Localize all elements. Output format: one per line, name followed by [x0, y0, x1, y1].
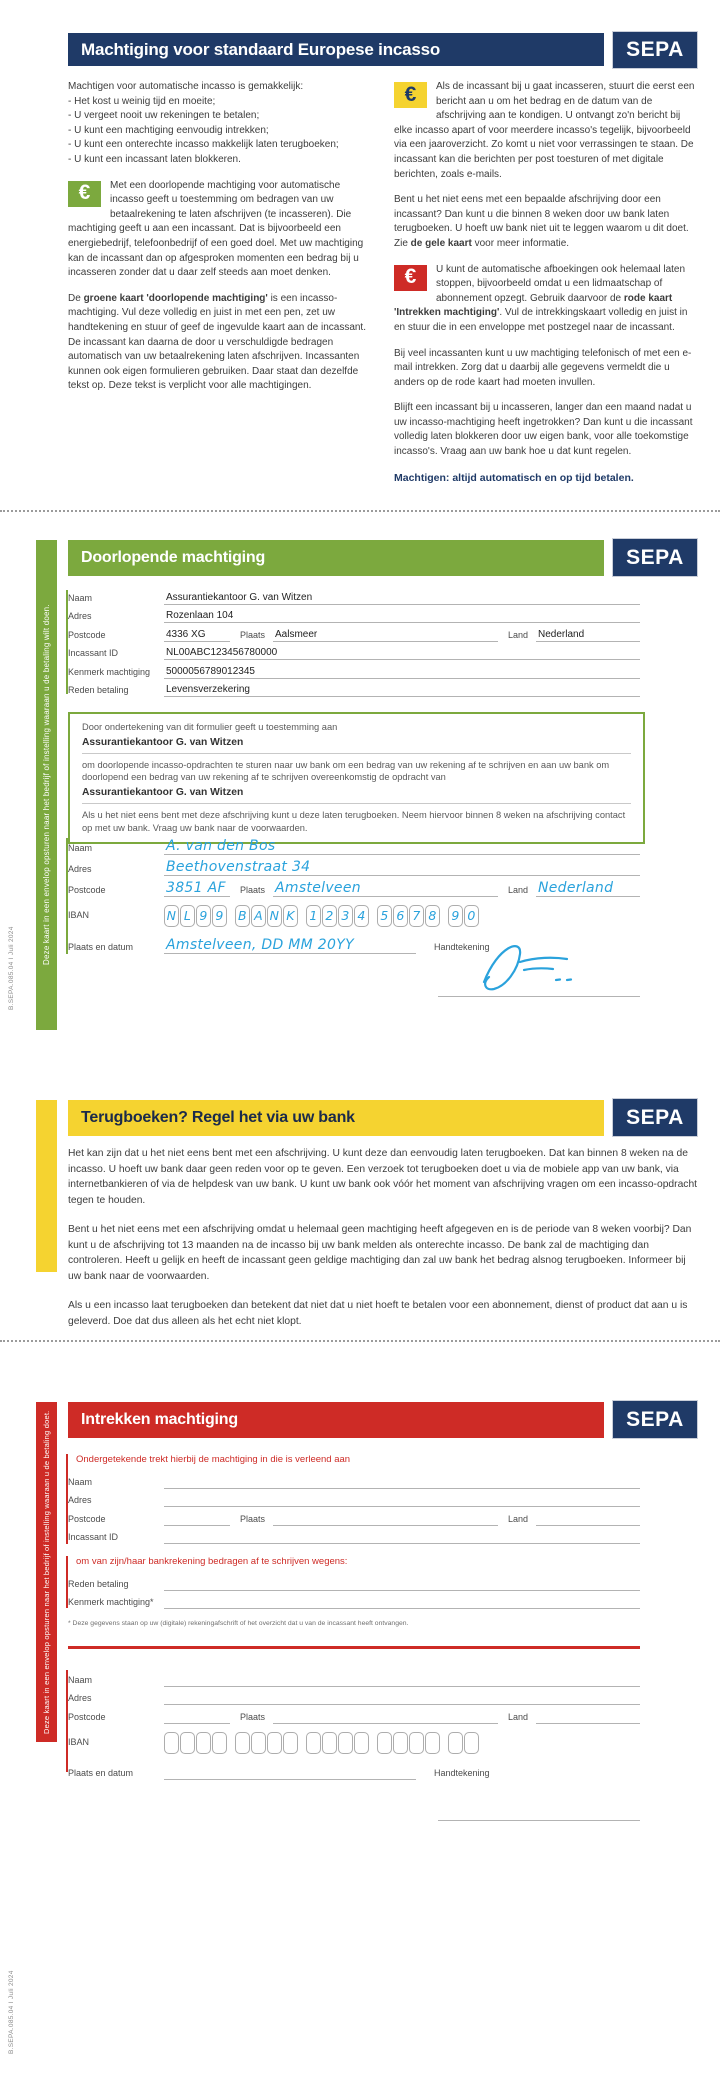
paragraph-text: Bent u het niet eens met een bepaalde afschrijving door een incassant? Dan kunt u die binnen 8 weken door uw bank laten terugboeken. U hoeft uw bank niet uit te leggen waarom u dit doet. Zie	[394, 194, 689, 249]
field-label: Kenmerk machtiging	[68, 666, 151, 677]
field-naam-line	[164, 592, 640, 605]
intro-columns	[68, 80, 698, 496]
field-postcode-line	[164, 881, 230, 897]
sepa-logo-text: SEPA	[626, 1105, 684, 1129]
paragraph-text: voor meer informatie.	[471, 237, 570, 249]
field-label: Plaats	[240, 885, 266, 895]
form-row	[68, 1668, 640, 1687]
field-label: Adres	[68, 1495, 92, 1505]
field-label: Plaats en datum	[68, 1768, 134, 1778]
paragraph-refund-warning: Als u een incasso laat terugboeken dan betekent dat niet dat u niet hoeft te betalen voor een abonnement, dienst of product dat aan u is geleverd. Doe dat dus alleen als het echt niet klopt.	[68, 1300, 688, 1327]
field-label: Incassant ID	[68, 648, 119, 658]
field-label: Reden betaling	[68, 685, 129, 695]
iban-char-box[interactable]	[354, 1732, 369, 1754]
yellow-card-body	[68, 1146, 698, 1343]
form-row	[68, 1591, 640, 1610]
iban-char-box: 2	[322, 905, 337, 927]
iban-char-box[interactable]	[196, 1732, 211, 1754]
paragraph-stop-mandate	[394, 263, 698, 336]
list-item: - U kunt een onterechte incasso makkelijk laten terugboeken;	[68, 139, 339, 151]
creditor-name: Assurantiekantoor G. van Witzen	[82, 785, 631, 804]
handwritten-value: Beethovenstraat 34	[166, 859, 311, 875]
creditor-name: Assurantiekantoor G. van Witzen	[82, 735, 631, 754]
benefits-list	[68, 95, 372, 168]
field-label: Naam	[68, 592, 93, 603]
iban-char-box[interactable]	[267, 1732, 282, 1754]
agreement-line: Door ondertekening van dit formulier geeft u toestemming aan	[82, 722, 338, 732]
red-card-title: Intrekken machtiging	[81, 1411, 238, 1428]
field-kenmerk-line	[164, 666, 640, 679]
iban-char-box: 9	[212, 905, 227, 927]
sepa-logo	[612, 538, 698, 577]
field-value: Rozenlaan 104	[166, 610, 234, 621]
form-row	[68, 679, 640, 698]
field-naam-line	[164, 839, 640, 855]
field-label: Handtekening	[434, 942, 490, 952]
field-value: Aalsmeer	[275, 628, 318, 640]
mailing-instruction-text: Deze kaart in een envelop opsturen naar het bedrijf of instelling waaraan u de betaling doet.	[42, 1410, 51, 1734]
iban-char-box: 1	[306, 905, 321, 927]
field-reden-line	[164, 684, 640, 697]
handwritten-value: Amstelveen	[275, 880, 361, 896]
creditor-form	[68, 586, 640, 697]
emphasis-yellow-card: de gele kaart	[410, 237, 472, 249]
iban-char-box[interactable]	[164, 1732, 179, 1754]
field-postcode-line[interactable]	[164, 1722, 230, 1724]
paragraph-text: Met een doorlopende machtiging voor automatische incasso geeft u toestemming om bedragen van uw betaalrekening te laten afschrijven (te incasseren). Die machtiging geeft u aan een incassant. Dat is bijvoorbeeld een energiebedrijf, telefoonbedrijf of een goed doel. Met uw machtiging kan de incassant dan op afgesproken momenten een bedrag bij u incasseren zonder dat u daar zelf steeds aan moet denken.	[68, 179, 364, 279]
emphasis-red-card: rode kaart 'Intrekken machtiging'	[394, 292, 673, 319]
paragraph-text: . Vul de intrekkingskaart volledig en juist in en stuur die in een enveloppe met postzegel naar de incassant.	[394, 307, 688, 333]
agreement-line: Als u het niet eens bent met deze afschrijving kunt u deze laten terugboeken. Neem hiervoor binnen 8 weken na afschrijving contact op met uw bank. Vraag uw bank naar de voorwaarden.	[82, 809, 626, 833]
field-adres-line[interactable]	[164, 1505, 640, 1507]
form-row	[68, 1489, 640, 1508]
field-label: Naam	[68, 843, 93, 853]
yellow-card-header-bar	[68, 1100, 604, 1136]
iban-char-box[interactable]	[322, 1732, 337, 1754]
field-label: Plaats	[240, 629, 266, 640]
field-plaats-line	[273, 881, 498, 897]
footnote: * Deze gegevens staan op uw (digitale) rekeningafschrift of het overzicht dat u van de incassant heeft ontvangen.	[68, 1620, 409, 1627]
doc-reference: B.SEPA.085.04 I Juli 2024	[8, 1970, 15, 2054]
iban-char-box[interactable]	[393, 1732, 408, 1754]
field-label: Postcode	[68, 1513, 106, 1524]
euro-icon: €	[394, 82, 427, 108]
withdraw-intro-line: Ondergetekende trekt hierbij de machtiging in die is verleend aan	[76, 1454, 351, 1465]
iban-char-box[interactable]	[409, 1732, 424, 1754]
form-row	[68, 834, 640, 855]
list-item: - U kunt een machtiging eenvoudig intrekken;	[68, 124, 269, 136]
iban-char-box: N	[164, 905, 179, 927]
field-land-line	[536, 881, 640, 897]
form-row	[68, 623, 640, 642]
withdraw-reason-line: om van zijn/haar bankrekening bedragen af te schrijven wegens:	[76, 1556, 348, 1567]
iban-char-box: B	[235, 905, 250, 927]
field-reden-line[interactable]	[164, 1589, 640, 1591]
field-label: Postcode	[68, 885, 106, 895]
field-label: Naam	[68, 1476, 93, 1487]
field-incassant-line	[164, 647, 640, 660]
handwritten-value: 3851 AF	[166, 880, 226, 896]
form-row	[68, 586, 640, 605]
field-label: Adres	[68, 1693, 92, 1703]
field-label: Postcode	[68, 1711, 106, 1722]
field-label: Land	[507, 629, 528, 640]
iban-char-box: A	[251, 905, 266, 927]
red-card-header-bar	[68, 1402, 604, 1438]
field-value: Nederland	[538, 628, 585, 640]
form-row	[68, 660, 640, 679]
form-row	[68, 1470, 640, 1489]
field-label: IBAN	[68, 1736, 90, 1747]
sepa-logo-text: SEPA	[626, 1407, 684, 1431]
field-plaats-datum-line[interactable]	[164, 1778, 416, 1780]
field-value: Assurantiekantoor G. van Witzen	[166, 591, 313, 603]
intro-lead: Machtigen voor automatische incasso is gemakkelijk:	[68, 81, 304, 92]
iban-char-box: 8	[425, 905, 440, 927]
iban-char-box: 9	[448, 905, 463, 927]
iban-char-box[interactable]	[235, 1732, 250, 1754]
iban-char-box: 3	[338, 905, 353, 927]
iban-char-box[interactable]	[306, 1732, 321, 1754]
field-label: Land	[507, 1513, 528, 1524]
field-value: 4336 XG	[166, 628, 206, 640]
iban-char-box[interactable]	[180, 1732, 195, 1754]
card-edge-strip	[36, 1100, 57, 1272]
list-item: - Het kost u weinig tijd en moeite;	[68, 95, 216, 107]
form-row	[68, 1526, 640, 1545]
yellow-card-title: Terugboeken? Regel het via uw bank	[81, 1109, 355, 1126]
paragraph-refund-13-months: Bent u het niet eens met een afschrijving omdat u helemaal geen machtiging heeft afgegeven en is de periode van 8 weken voorbij? Dan kunt u de afschrijving tot 13 maanden na de incasso bij uw bank melden als onterechte incasso. De bank zal de machtiging dan controleren. Heeft u gelijk en heeft de incassant geen geldige machtiging dan zal uw bank het bedrag alsnog terugboeken. Informeer bij uw bank naar de voorwaarden.	[68, 1224, 692, 1282]
sepa-logo	[612, 1098, 698, 1137]
form-row	[68, 855, 640, 876]
field-label: Plaats	[240, 1711, 266, 1722]
emphasis-green-card: groene kaart 'doorlopende machtiging'	[83, 292, 268, 304]
mailing-instruction-strip	[36, 1402, 57, 1742]
field-label: Adres	[68, 864, 92, 874]
field-adres-line	[164, 610, 640, 623]
iban-char-box[interactable]	[425, 1732, 440, 1754]
intro-right-column	[394, 80, 698, 496]
field-incassant-line[interactable]	[164, 1542, 640, 1544]
iban-char-box[interactable]	[464, 1732, 479, 1754]
sepa-logo-text: SEPA	[626, 545, 684, 569]
sepa-logo	[612, 1400, 698, 1439]
field-plaats-line[interactable]	[273, 1722, 498, 1724]
iban-row	[68, 1730, 640, 1756]
withdraw-creditor-form	[68, 1470, 640, 1544]
field-label: Land	[507, 1711, 528, 1722]
field-land-line[interactable]	[536, 1722, 640, 1724]
field-label: Reden betaling	[68, 1578, 129, 1589]
field-adres-line	[164, 860, 640, 876]
iban-char-box[interactable]	[283, 1732, 298, 1754]
mailing-instruction-text: Deze kaart in een envelop opsturen naar het bedrijf of instelling waaraan u de betaling wilt doen.	[42, 604, 51, 966]
field-plaats-line	[273, 629, 498, 642]
iban-char-box[interactable]	[377, 1732, 392, 1754]
paragraph-refund	[394, 193, 698, 251]
agreement-line: om doorlopende incasso-opdrachten te sturen naar uw bank om een bedrag van uw rekening af te schrijven en aan uw bank om doorlopend een bedrag van uw rekening af te schrijven overeenkomstig de opdracht van	[82, 759, 610, 783]
iban-char-box: L	[180, 905, 195, 927]
withdraw-reason-form	[68, 1572, 640, 1609]
iban-row	[68, 903, 640, 929]
form-row	[68, 876, 640, 897]
field-label: Plaats	[240, 1513, 266, 1524]
field-postcode-line	[164, 629, 230, 642]
field-land-line	[536, 629, 640, 642]
iban-char-box[interactable]	[448, 1732, 463, 1754]
intro-header-bar	[68, 33, 604, 66]
paragraph-text: Als de incassant bij u gaat incasseren, stuurt die eerst een bericht aan u om het bedrag en de datum van de afschrijving aan te kondigen. U ontvangt zo'n bericht bij elke incasso apart of voor meerdere incasso's tegelijk, bijvoorbeeld via een jaaroverzicht. Zo komt u niet voor verrassingen te staan. De incassant kan die berichten per post toesturen of met digitale berichten, zoals e-mails.	[394, 81, 695, 180]
signature-line	[438, 996, 640, 997]
mailing-instruction-strip	[36, 540, 57, 1030]
cut-line	[0, 1340, 720, 1342]
paragraph-refund-how: Het kan zijn dat u het niet eens bent met een afschrijving. U kunt deze dan eenvoudig laten terugboeken. Dat kan binnen 8 weken na de incasso. U hoeft uw bank daar geen reden voor op te geven. Een verzoek tot terugboeken doet u via de mobiele app van uw bank, via internetbankieren of via de helpdesk van uw bank. U kunt uw bank ook vóór het moment van afschrijving vragen om een incasso-opdracht tegen te houden.	[68, 1148, 698, 1206]
signature	[470, 936, 600, 998]
euro-icon: €	[68, 181, 101, 207]
doc-reference: B.SEPA.085.04 I Juli 2024	[8, 926, 15, 1010]
field-label: Incassant ID	[68, 1532, 119, 1542]
closing-statement: Machtigen: altijd automatisch en op tijd betalen.	[394, 471, 634, 484]
iban-char-box: K	[283, 905, 298, 927]
paragraph-continuous-mandate	[68, 179, 372, 281]
paragraph-text: U kunt de automatische afboekingen ook helemaal laten stoppen, bijvoorbeeld omdat u een lidmaatschap of abonnement opzegt. Gebruik daarvoor de	[436, 263, 686, 304]
page-title: Machtiging voor standaard Europese incasso	[81, 39, 441, 59]
field-value: Levensverzekering	[166, 684, 250, 695]
iban-char-box[interactable]	[338, 1732, 353, 1754]
intro-left-column	[68, 80, 372, 496]
mandate-agreement-box	[68, 712, 645, 844]
sepa-logo-text: SEPA	[626, 38, 684, 61]
field-kenmerk-line[interactable]	[164, 1607, 640, 1609]
field-naam-line[interactable]	[164, 1685, 640, 1687]
field-label: Adres	[68, 611, 92, 621]
euro-icon: €	[394, 265, 427, 291]
paragraph-text: is een incasso-machtiging. Vul deze volledig en juist in met een pen, zet uw handtekening en stuur of geef de ingevulde kaart aan de incassant. De incassant kan daarna de door u verschuldigde bedragen automatisch van uw betaalrekening laten afschrijven. Incassanten kunnen ook eigen formulieren gebruiken. Daar staat dan dezelfde tekst op. Deze tekst is verplicht voor alle machtigingen.	[68, 292, 366, 392]
handwritten-value: Amstelveen, DD MM 20YY	[166, 937, 354, 953]
iban-char-box: 4	[354, 905, 369, 927]
sepa-logo	[612, 31, 698, 69]
field-adres-line[interactable]	[164, 1703, 640, 1705]
list-item: - U kunt een incassant laten blokkeren.	[68, 153, 241, 165]
field-label: Handtekening	[434, 1768, 490, 1778]
signature-line[interactable]	[438, 1820, 640, 1821]
field-value: 5000056789012345	[166, 665, 255, 677]
form-row	[68, 1762, 640, 1781]
paragraph-green-card	[68, 292, 372, 394]
paragraph-announcement	[394, 80, 698, 182]
section-divider	[68, 1646, 640, 1649]
iban-char-box: 9	[196, 905, 211, 927]
green-card-title: Doorlopende machtiging	[81, 549, 266, 566]
field-label: Plaats en datum	[68, 942, 134, 952]
iban-char-box: N	[267, 905, 282, 927]
form-row	[68, 605, 640, 624]
handwritten-value: Nederland	[538, 880, 614, 896]
iban-char-box[interactable]	[251, 1732, 266, 1754]
form-row	[68, 1705, 640, 1724]
field-label: Land	[507, 885, 528, 895]
iban-char-box: 6	[393, 905, 408, 927]
green-card-header-bar	[68, 540, 604, 576]
field-plaats-line[interactable]	[273, 1524, 498, 1526]
withdraw-debtor-form	[68, 1668, 640, 1780]
field-label: IBAN	[68, 910, 90, 920]
form-row	[68, 1507, 640, 1526]
iban-char-box: 7	[409, 905, 424, 927]
field-postcode-line[interactable]	[164, 1524, 230, 1526]
form-row	[68, 1572, 640, 1591]
iban-char-box: 0	[464, 905, 479, 927]
field-naam-line[interactable]	[164, 1487, 640, 1489]
field-value: NL00ABC123456780000	[166, 647, 278, 658]
form-row	[68, 1687, 640, 1706]
field-land-line[interactable]	[536, 1524, 640, 1526]
cut-line	[0, 510, 720, 512]
field-label: Naam	[68, 1674, 93, 1685]
iban-char-box: 5	[377, 905, 392, 927]
paragraph-text: De	[68, 292, 84, 304]
field-label: Postcode	[68, 629, 106, 640]
iban-char-box[interactable]	[212, 1732, 227, 1754]
handwritten-value: A. van den Bos	[166, 838, 276, 854]
paragraph-block-collector: Blijft een incassant bij u incasseren, langer dan een maand nadat u uw incasso-machtiging heeft ingetrokken? Dan kunt u die incassant volledig laten blokkeren door uw eigen bank, voor alle toekomstige incasso's. Vraag aan uw bank hoe u dat kunt regelen.	[394, 402, 693, 458]
field-label: Kenmerk machtiging*	[68, 1597, 154, 1607]
field-plaats-datum-line	[164, 938, 416, 954]
form-row	[68, 642, 640, 661]
paragraph-phone-withdraw: Bij veel incassanten kunt u uw machtiging telefonisch of met een e-mail intrekken. Zorg dat u daarbij alle gegevens vermeldt die u anders op de rode kaart had moeten invullen.	[394, 347, 692, 388]
list-item: - U vergeet nooit uw rekeningen te betalen;	[68, 110, 260, 122]
